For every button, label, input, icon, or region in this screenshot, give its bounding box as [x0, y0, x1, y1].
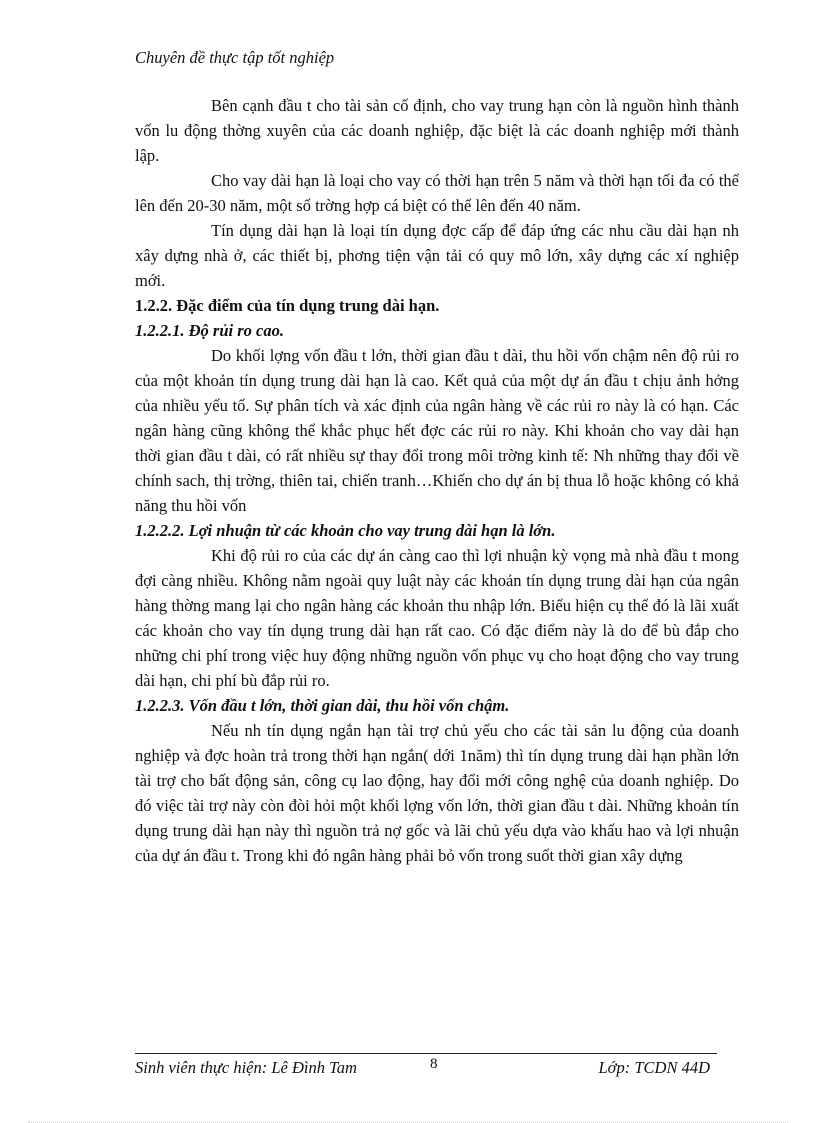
subsection-heading: 1.2.2.2. Lợi nhuận từ các khoản cho vay trung dài hạn là lớn.: [135, 521, 556, 540]
footer-divider: [135, 1053, 717, 1054]
paragraph: Tín dụng dài hạn là loại tín dụng đợc cấp để đáp ứng các nhu cầu dài hạn nh xây dựng nhà ở, các thiết bị, phơng tiện vận tải có quy mô lớn, xây dựng các xí nghiệp mới.: [135, 221, 739, 290]
footer-student: Sinh viên thực hiện: Lê Đình Tam: [135, 1058, 357, 1077]
running-header: Chuyên đề thực tập tốt nghiệp: [135, 48, 335, 67]
footer-class: Lớp: TCDN 44D: [598, 1058, 710, 1077]
subsection-heading: 1.2.2.3. Vốn đầu t lớn, thời gian dài, thu hồi vốn chậm.: [135, 696, 510, 715]
paragraph: Cho vay dài hạn là loại cho vay có thời hạn trên 5 năm và thời hạn tối đa có thể lên đến 20-30 năm, một số trờng hợp cá biệt có thể lên đến 40 năm.: [135, 171, 739, 215]
section-heading: 1.2.2. Đặc điểm của tín dụng trung dài hạn.: [135, 296, 440, 315]
subsection-heading: 1.2.2.1. Độ rủi ro cao.: [135, 321, 284, 340]
document-body: [135, 93, 739, 868]
page-footer: [135, 1058, 717, 1082]
paragraph: Khi độ rủi ro của các dự án càng cao thì lợi nhuận kỳ vọng mà nhà đầu t mong đợi càng nhiều. Không nằm ngoài quy luật này các khoản tín dụng trung dài hạn của ngân hàng thờng mang lại cho ngân hàng các khoản thu nhập lớn. Biểu hiện cụ thể đó là lãi xuất các khoản cho vay tín dụng trung dài hạn rất cao. Có đặc điểm này là do để bù đắp cho những chi phí trong việc huy động những nguồn vốn phục vụ cho hoạt động cho vay trung dài hạn, chi phí bù đắp rủi ro.: [135, 546, 739, 690]
paragraph: Nếu nh tín dụng ngắn hạn tài trợ chủ yếu cho các tài sản lu động của doanh nghiệp và đợc hoàn trả trong thời hạn ngắn( dới 1năm) thì tín dụng trung dài hạn phần lớn tài trợ cho bất động sản, công cụ lao động, hay đổi mới công nghệ của doanh nghiệp. Do đó việc tài trợ này còn đòi hỏi một khối lợng vốn lớn, thời gian đầu t dài. Những khoản tín dụng trung dài hạn này thì nguồn trả nợ gốc và lãi chủ yếu dựa vào khấu hao và lợi nhuận của dự án đầu t. Trong khi đó ngân hàng phải bỏ vốn trong suốt thời gian xây dựng: [135, 721, 739, 865]
page-number: 8: [430, 1056, 438, 1072]
paragraph: Bên cạnh đầu t cho tài sản cố định, cho vay trung hạn còn là nguồn hình thành vốn lu động thờng xuyên của các doanh nghiệp, đặc biệt là các doanh nghiệp mới thành lập.: [135, 96, 739, 165]
paragraph: Do khối lợng vốn đầu t lớn, thời gian đầu t dài, thu hồi vốn chậm nên độ rủi ro của một khoản tín dụng trung dài hạn là cao. Kết quả của một dự án đầu t chịu ảnh hởng của nhiều yếu tố. Sự phân tích và xác định của ngân hàng về các rủi ro này là có hạn. Các ngân hàng cũng không thể khắc phục hết đợc các rủi ro này. Khi khoản cho vay dài hạn thời gian đầu t dài, có rất nhiều sự thay đổi trong môi trờng kinh tế: Nh những thay đổi về chính sach, thị trờng, thiên tai, chiến tranh…Khiến cho dự án bị thua lỗ hoặc không có khả năng thu hồi vốn: [135, 346, 739, 515]
